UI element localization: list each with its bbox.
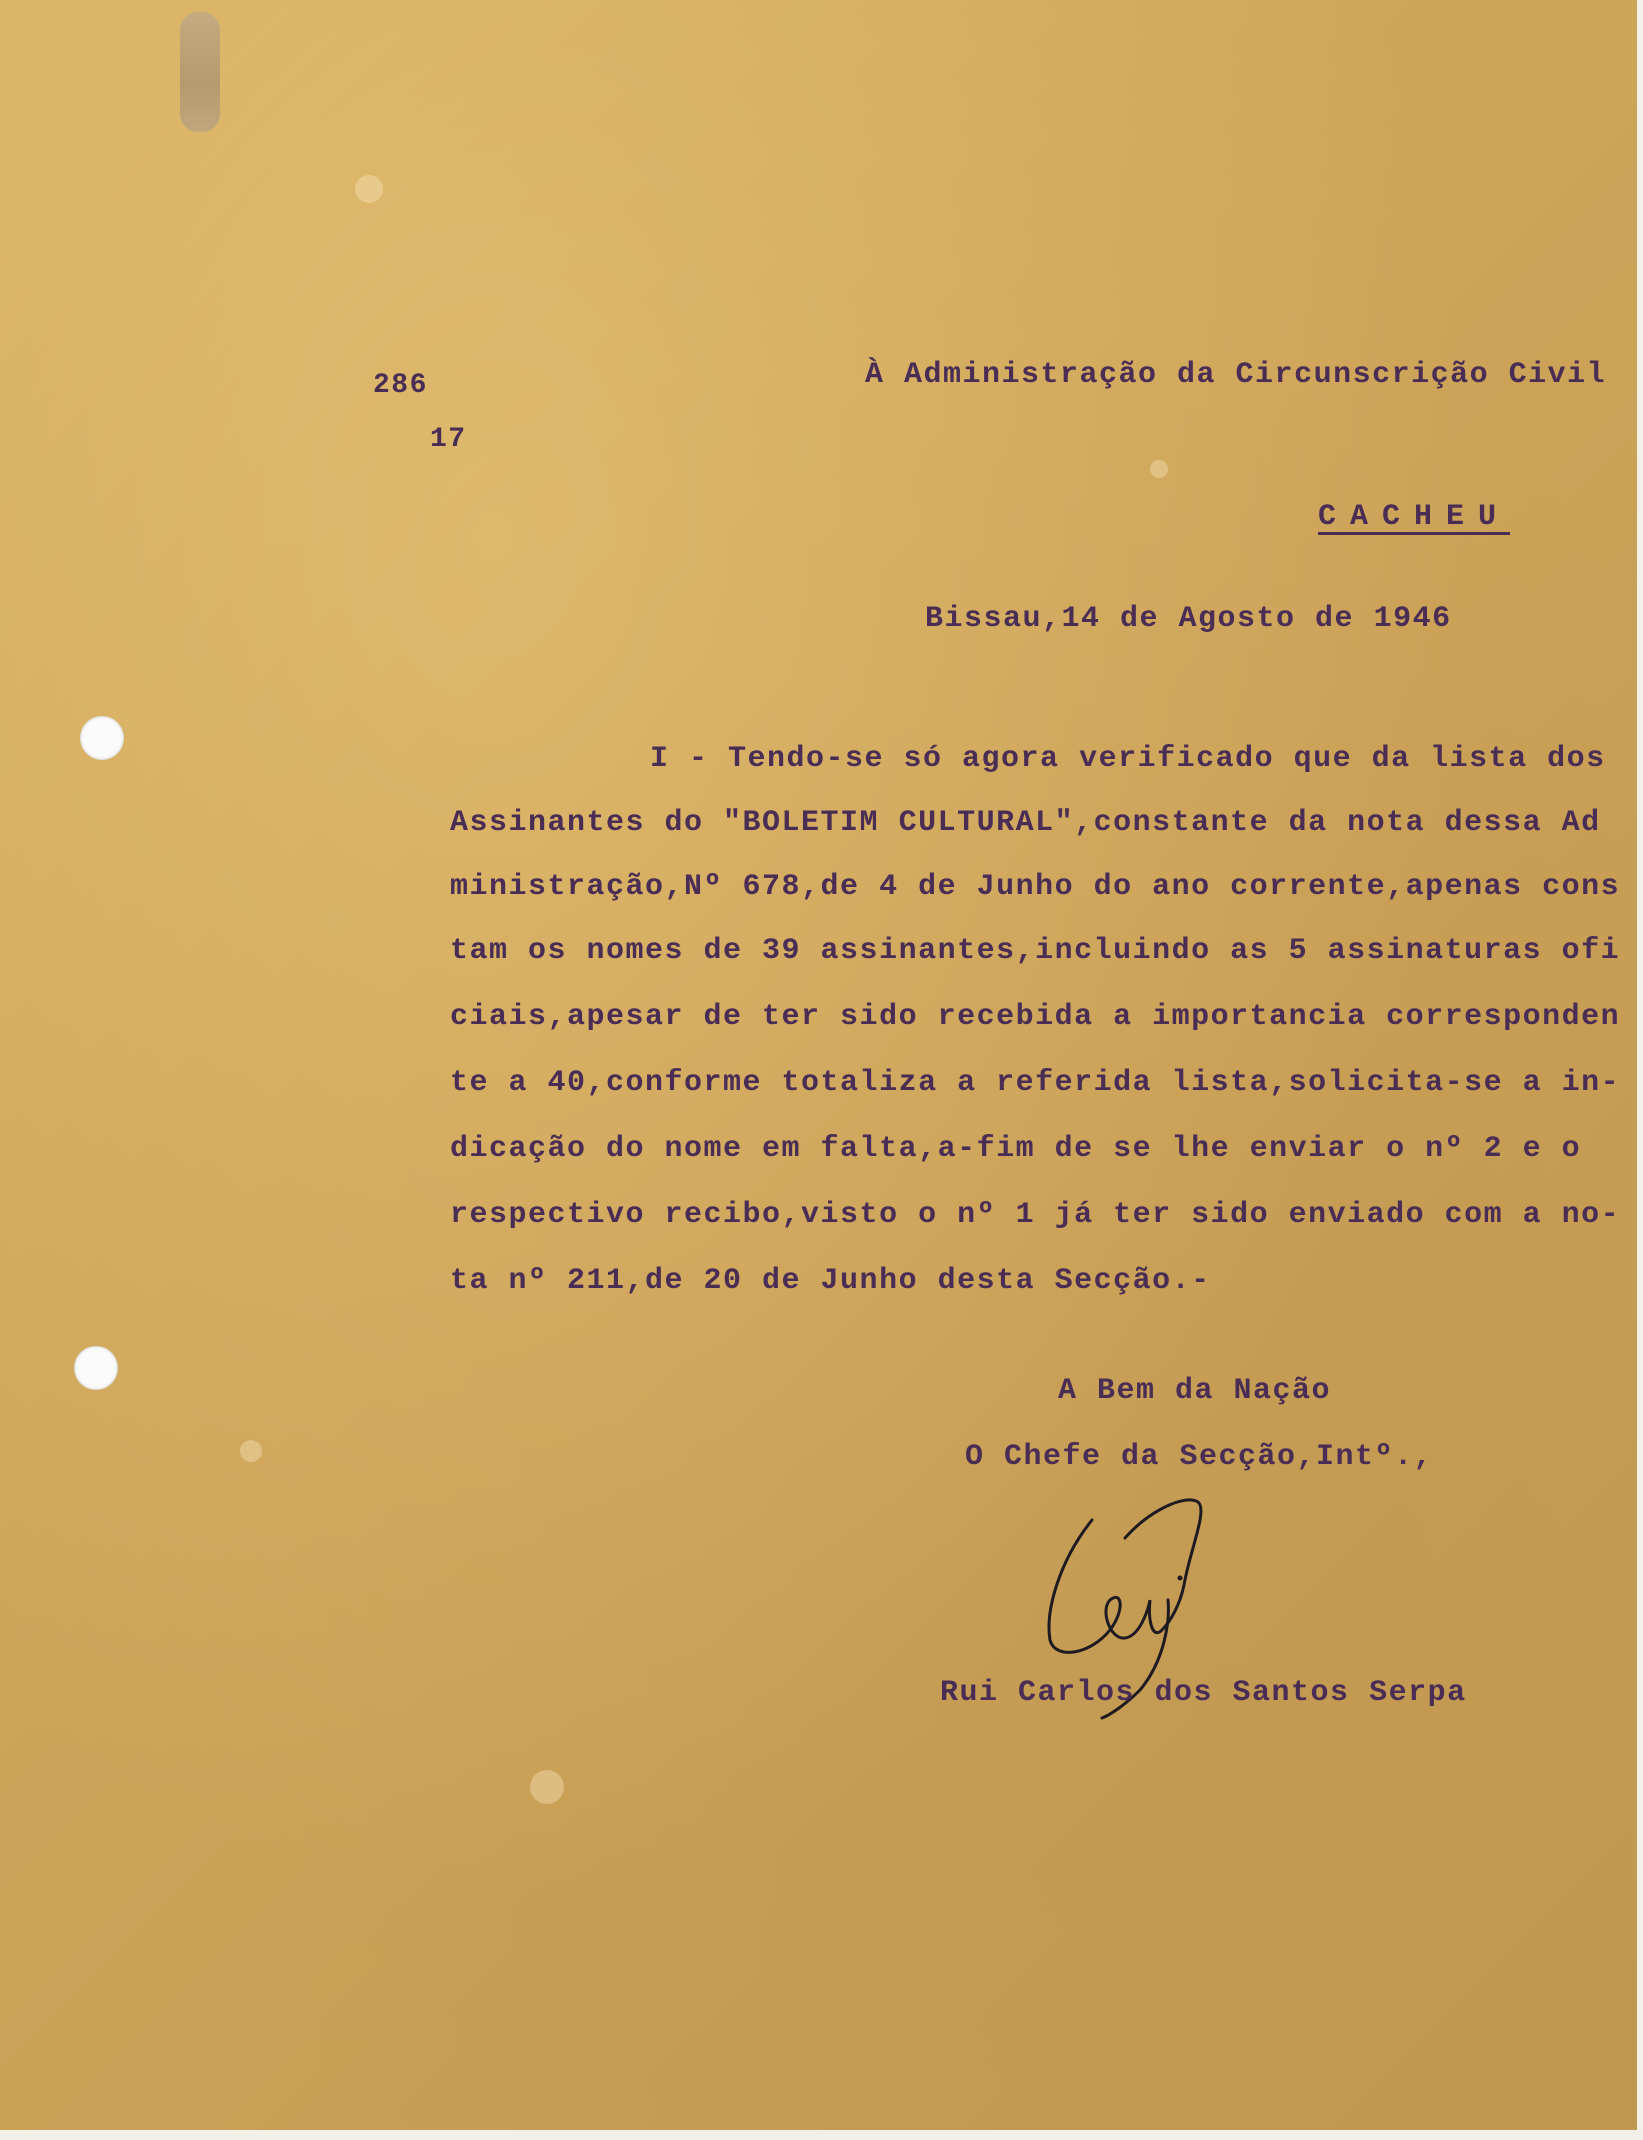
recipient-address: À Administração da Circunscrição Civil xyxy=(865,358,1607,392)
body-line: te a 40,conforme totaliza a referida lista,solicita-se a in- xyxy=(450,1066,1621,1100)
scan-edge xyxy=(1637,0,1643,2140)
body-line: Assinantes do "BOLETIM CULTURAL",constante da nota dessa Ad xyxy=(450,806,1601,840)
scan-edge xyxy=(0,2130,1643,2140)
body-line: ciais,apesar de ter sido recebida a importancia corresponden xyxy=(450,1000,1621,1034)
body-line: tam os nomes de 39 assinantes,incluindo as 5 assinaturas ofi xyxy=(450,934,1621,968)
paper-spot xyxy=(530,1770,564,1804)
paper-spot xyxy=(355,175,383,203)
staple-mark xyxy=(180,12,220,132)
paper-spot xyxy=(240,1440,262,1462)
body-line: respectivo recibo,visto o nº 1 já ter sido enviado com a no- xyxy=(450,1198,1621,1232)
body-line: ta nº 211,de 20 de Junho desta Secção.- xyxy=(450,1264,1211,1298)
body-line: I - Tendo-se só agora verificado que da lista dos xyxy=(650,742,1606,776)
body-line: ministração,Nº 678,de 4 de Junho do ano corrente,apenas cons xyxy=(450,870,1621,904)
signatory-name: Rui Carlos dos Santos Serpa xyxy=(940,1676,1467,1710)
recipient-town: CACHEU xyxy=(1318,500,1511,534)
punch-hole-top xyxy=(80,716,124,760)
signatory-title: O Chefe da Secção,Intº., xyxy=(965,1440,1434,1474)
reference-number: 17 xyxy=(430,424,467,455)
body-line: dicação do nome em falta,a-fim de se lhe enviar o nº 2 e o xyxy=(450,1132,1582,1166)
punch-hole-bottom xyxy=(74,1346,118,1390)
paper-spot xyxy=(1150,460,1168,478)
reference-number: 286 xyxy=(373,370,428,401)
place-and-date: Bissau,14 de Agosto de 1946 xyxy=(925,602,1452,636)
closing-formula: A Bem da Nação xyxy=(1058,1374,1332,1408)
